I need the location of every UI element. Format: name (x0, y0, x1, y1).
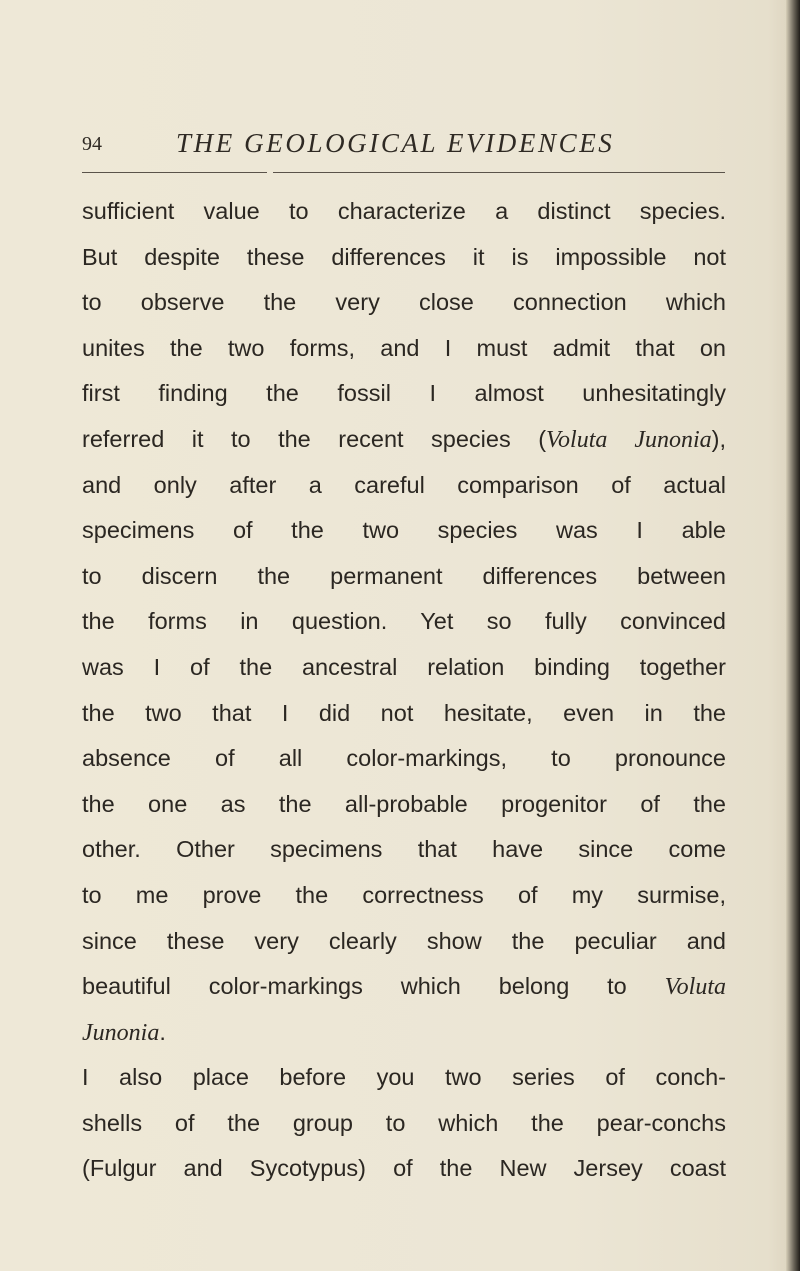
text-line (82, 645, 726, 691)
text-line (82, 599, 726, 645)
species-name-italic: Voluta (664, 974, 726, 1001)
header-rule-left (82, 172, 267, 173)
text-segment: the forms in question. Yet so fully convinced (82, 608, 726, 635)
book-spine-shadow (786, 0, 800, 1271)
text-line (82, 326, 726, 372)
text-segment: other. Other specimens that have since come (82, 836, 726, 863)
text-segment: referred it to the recent species ( (82, 425, 547, 452)
running-head: THE GEOLOGICAL EVIDENCES (176, 128, 615, 158)
text-line (82, 280, 726, 326)
text-line (82, 554, 726, 600)
text-line (82, 691, 726, 737)
text-line (82, 463, 726, 509)
text-line (82, 736, 726, 782)
text-segment: But despite these differences it is impossible not (82, 243, 726, 270)
text-line (82, 235, 726, 281)
text-segment: to discern the permanent differences between (82, 562, 726, 589)
text-line (82, 919, 726, 965)
text-segment: shells of the group to which the pear-conchs (82, 1109, 726, 1136)
text-line (82, 873, 726, 919)
body-text (82, 189, 726, 1192)
text-segment: (Fulgur and Sycotypus) of the New Jersey coast (82, 1155, 726, 1182)
text-segment: the one as the all-probable progenitor of the (82, 790, 726, 817)
text-segment: to me prove the correctness of my surmise, (82, 881, 726, 908)
text-segment: I also place before you two series of conch- (82, 1064, 726, 1091)
text-segment: specimens of the two species was I able (82, 517, 726, 544)
text-line (82, 417, 726, 463)
text-line (82, 782, 726, 828)
text-segment: . (159, 1018, 166, 1045)
text-segment: the two that I did not hesitate, even in the (82, 699, 726, 726)
header-rule-right (273, 172, 725, 173)
text-line (82, 1010, 726, 1056)
text-segment: beautiful color-markings which belong to (82, 973, 665, 1000)
text-line (82, 371, 726, 417)
text-line (82, 1146, 726, 1192)
text-segment: first finding the fossil I almost unhesitatingly (82, 380, 726, 407)
page-number: 94 (82, 133, 102, 155)
text-line (82, 964, 726, 1010)
text-segment: sufficient value to characterize a distinct species. (82, 198, 726, 224)
text-segment: and only after a careful comparison of actual (82, 471, 726, 498)
page-header (82, 128, 722, 164)
text-segment: absence of all color-markings, to pronounce (82, 745, 726, 772)
text-line (82, 1101, 726, 1147)
text-line (82, 827, 726, 873)
text-segment: unites the two forms, and I must admit that on (82, 334, 726, 361)
text-line (82, 508, 726, 554)
text-line (82, 189, 726, 235)
text-segment: since these very clearly show the peculiar and (82, 927, 726, 954)
species-name-italic: Voluta Junonia (546, 426, 712, 453)
text-segment: to observe the very close connection which (82, 289, 726, 316)
species-name-italic: Junonia (82, 1019, 160, 1046)
text-line (82, 1055, 726, 1101)
text-segment: was I of the ancestral relation binding together (82, 653, 726, 680)
text-segment: ), (711, 425, 727, 452)
